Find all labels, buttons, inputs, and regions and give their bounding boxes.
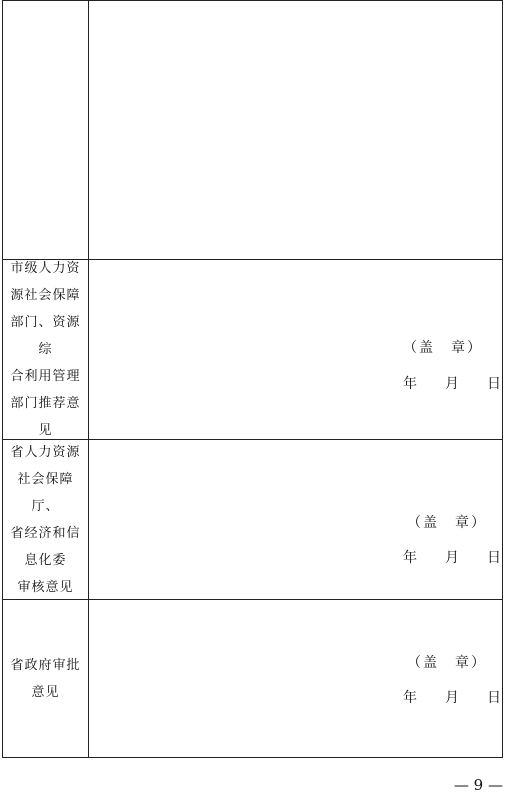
date-placeholder: 年 月 日 (403, 550, 501, 566)
seal-placeholder: （盖 章） (407, 655, 487, 671)
row-label-cell (3, 440, 89, 599)
provincial-opinion-cell (89, 440, 502, 599)
government-opinion-cell (89, 600, 502, 758)
form-row-provincial-review (3, 440, 502, 600)
form-row-city-recommendation (3, 260, 502, 440)
row-label-cell (3, 600, 89, 758)
form-row-government-approval (3, 600, 502, 758)
city-opinion-cell (89, 260, 502, 439)
row-label-cell (3, 1, 89, 259)
city-recommendation-label: 市级人力资 源社会保障 部门、资源综 合利用管理 部门推荐意 见 (10, 261, 81, 438)
provincial-review-label: 省人力资源 社会保障厅、 省经济和信 息化委 审核意见 (10, 444, 81, 595)
page-number: — 9 — (453, 776, 503, 794)
date-placeholder: 年 月 日 (403, 376, 501, 392)
opinion-cell (89, 1, 502, 259)
row-label-cell (3, 260, 89, 439)
government-approval-label: 省政府审批 意见 (10, 658, 81, 700)
seal-placeholder: （盖 章） (403, 340, 483, 356)
form-row-top (3, 1, 502, 260)
date-placeholder: 年 月 日 (403, 690, 501, 706)
approval-form-table (2, 0, 503, 758)
seal-placeholder: （盖 章） (407, 515, 487, 531)
